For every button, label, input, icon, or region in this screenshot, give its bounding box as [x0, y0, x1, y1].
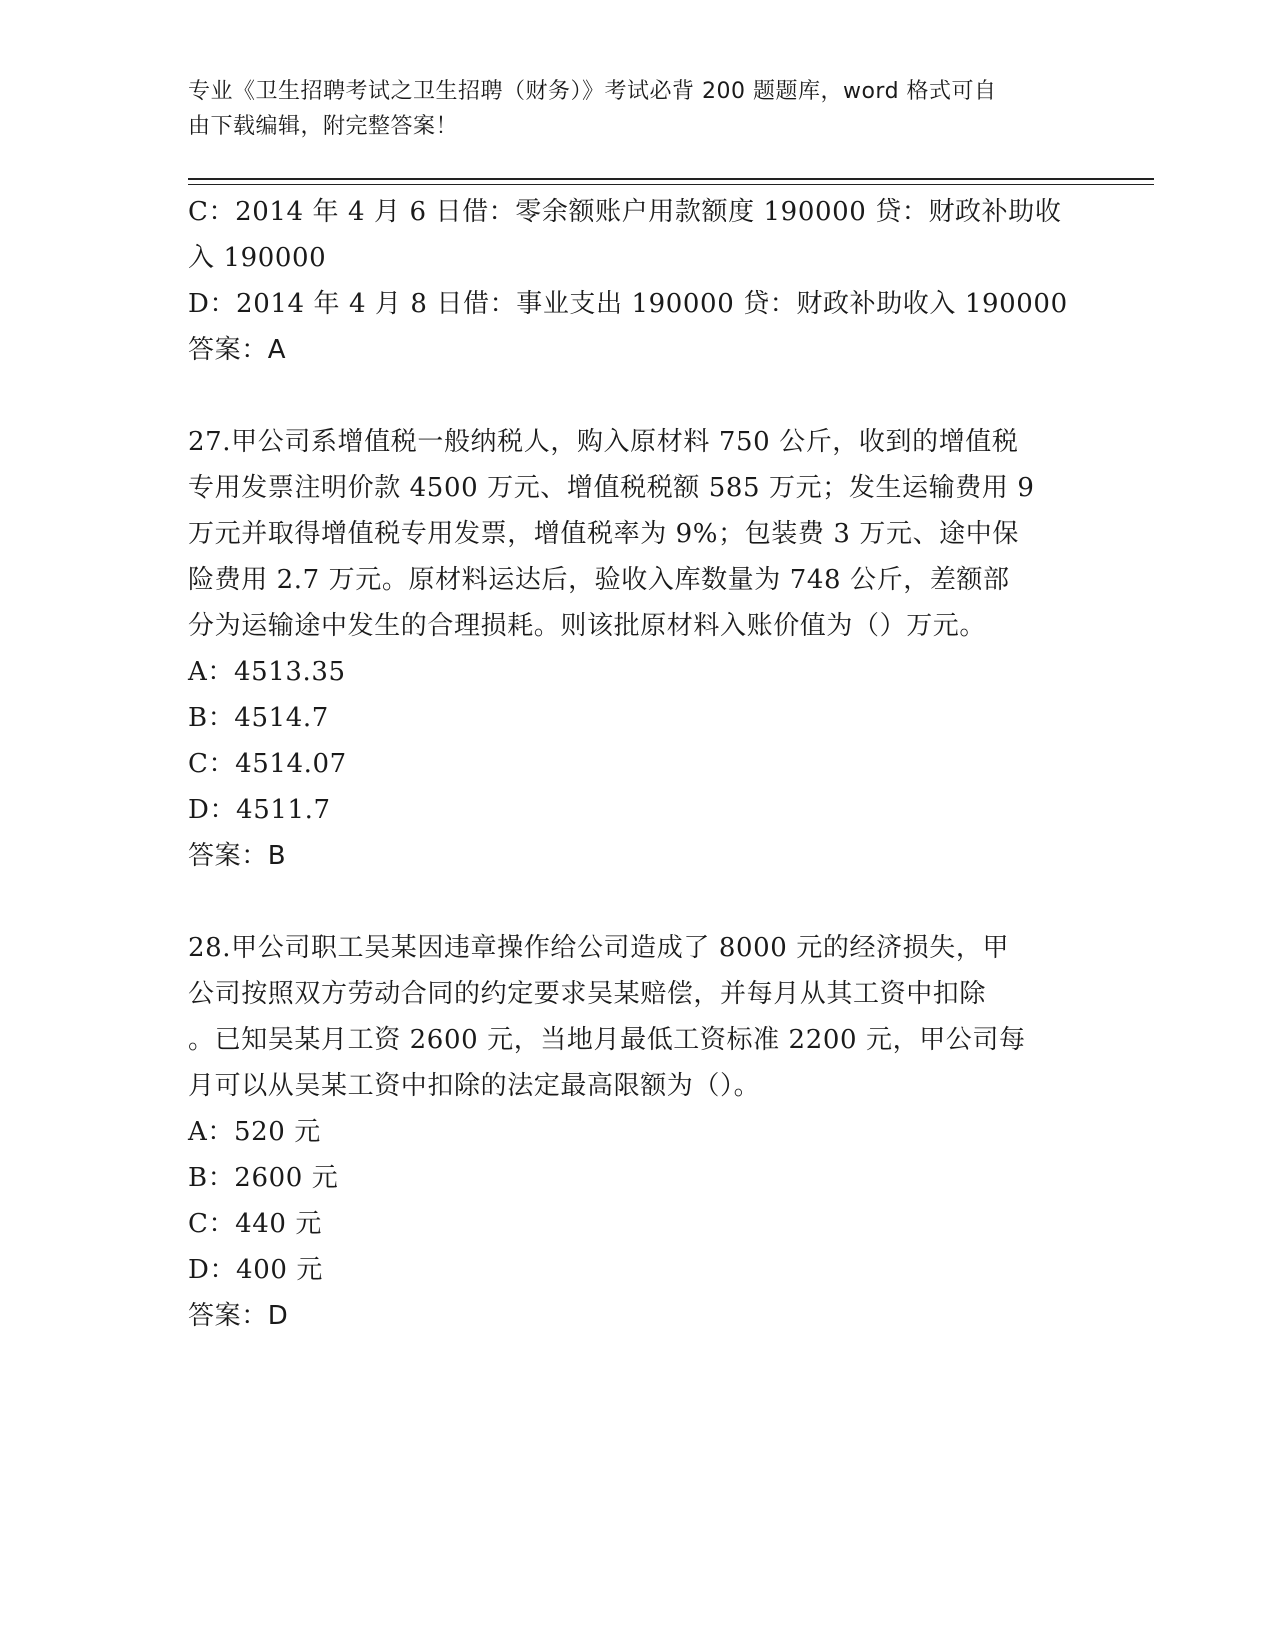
- question-block-28: [188, 925, 1088, 1339]
- question-option: D：4511.7: [188, 795, 331, 825]
- document-header: [188, 74, 1068, 144]
- question-option: D：2014 年 4 月 8 日借：事业支出 190000 贷：财政补助收入 190000: [188, 289, 1068, 319]
- question-option: C：4514.07: [188, 749, 347, 779]
- question-stem: 28.甲公司职工吴某因违章操作给公司造成了 8000 元的经济损失，甲: [188, 933, 1010, 963]
- question-stem: 分为运输途中发生的合理损耗。则该批原材料入账价值为（）万元。: [188, 611, 987, 641]
- question-option: D：400 元: [188, 1255, 323, 1285]
- question-block-previous: [188, 189, 1088, 373]
- question-stem: 专用发票注明价款 4500 万元、增值税税额 585 万元；发生运输费用 9: [188, 473, 1035, 503]
- question-option: B：4514.7: [188, 703, 329, 733]
- blank-line: [188, 879, 1088, 925]
- question-option: A：4513.35: [188, 657, 346, 687]
- question-stem: 月可以从吴某工资中扣除的法定最高限额为（）。: [188, 1071, 761, 1101]
- question-answer: 答案：B: [188, 841, 287, 871]
- question-stem: 公司按照双方劳动合同的约定要求吴某赔偿，并每月从其工资中扣除: [188, 979, 987, 1009]
- question-stem: 27.甲公司系增值税一般纳税人，购入原材料 750 公斤，收到的增值税: [188, 427, 1019, 457]
- question-stem: 险费用 2.7 万元。原材料运达后，验收入库数量为 748 公斤，差额部: [188, 565, 1010, 595]
- header-divider-thin: [188, 184, 1154, 185]
- question-stem: 。已知吴某月工资 2600 元，当地月最低工资标准 2200 元，甲公司每: [188, 1025, 1026, 1055]
- question-option: B：2600 元: [188, 1163, 339, 1193]
- question-option: C：2014 年 4 月 6 日借：零余额账户用款额度 190000 贷：财政补助收: [188, 197, 1062, 227]
- question-option: A：520 元: [188, 1117, 321, 1147]
- question-block-27: [188, 419, 1088, 879]
- question-answer: 答案：D: [188, 1301, 289, 1331]
- header-divider-thick: [188, 178, 1154, 180]
- header-line: 由下载编辑，附完整答案！: [188, 114, 459, 139]
- question-content: [188, 189, 1088, 1339]
- question-option: C：440 元: [188, 1209, 322, 1239]
- question-stem: 万元并取得增值税专用发票，增值税率为 9%；包装费 3 万元、途中保: [188, 519, 1019, 549]
- question-answer: 答案：A: [188, 335, 287, 365]
- blank-line: [188, 373, 1088, 419]
- header-line: 专业《卫生招聘考试之卫生招聘（财务）》考试必背 200 题题库，word 格式可自: [188, 79, 997, 104]
- question-option: 入 190000: [188, 243, 327, 273]
